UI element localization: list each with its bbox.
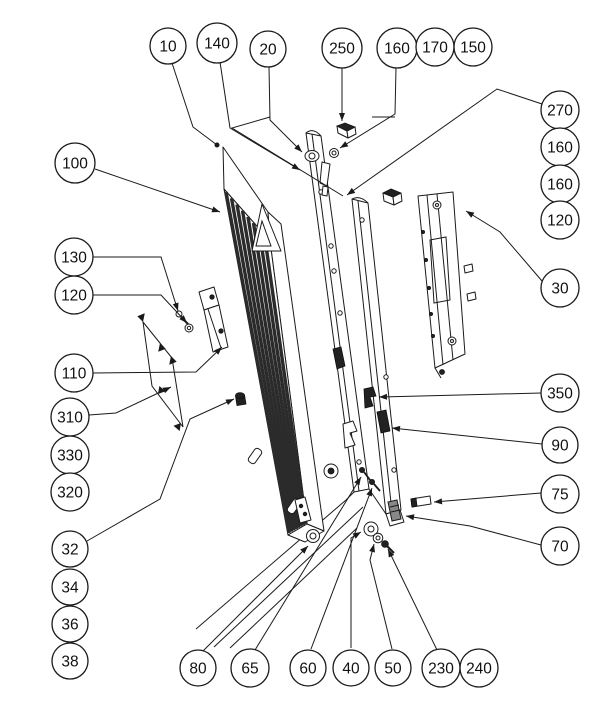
- callout-320: [51, 473, 89, 511]
- leader-arrowhead-c30: [466, 211, 474, 218]
- leader-line-c140: [220, 62, 300, 170]
- leader-line-c32: [87, 399, 234, 541]
- callout-30: [541, 269, 579, 307]
- leader-line-c50: [370, 544, 392, 649]
- callout-number-32: 32: [61, 541, 79, 559]
- callout-number-130: 130: [61, 249, 87, 267]
- callout-36: [52, 606, 88, 642]
- callout-number-350: 350: [547, 385, 573, 403]
- callout-130: [55, 238, 93, 276]
- end-cap-270: [383, 189, 402, 205]
- harness-routing: [137, 311, 184, 433]
- callout-number-270: 270: [547, 102, 573, 120]
- callout-number-60: 60: [299, 660, 317, 678]
- radiator-core: [223, 147, 324, 543]
- rail-clamp: [305, 151, 319, 162]
- leader-line-c70: [406, 516, 541, 545]
- leader-arrowhead-c75: [434, 498, 442, 504]
- callout-350: [541, 374, 579, 412]
- callout-75: [541, 475, 579, 513]
- callout-140: [197, 23, 237, 63]
- callout-270: [541, 91, 579, 129]
- callout-number-40: 40: [342, 660, 360, 678]
- leader-line-c230: [388, 549, 437, 650]
- callout-number-160: 160: [384, 40, 410, 58]
- callout-330: [51, 436, 89, 474]
- callout-number-150: 150: [460, 39, 486, 57]
- radiator-port: [307, 530, 320, 543]
- callout-250: [322, 28, 362, 68]
- leader-arrowhead-c250: [339, 113, 345, 121]
- leader-arrowhead-c70: [406, 514, 414, 520]
- callout-number-90: 90: [551, 437, 569, 455]
- callout-40: [333, 650, 369, 686]
- callout-number-310: 310: [57, 409, 83, 427]
- callout-number-160: 160: [547, 176, 573, 194]
- leader-line-c40: [351, 532, 361, 648]
- callout-number-30: 30: [551, 280, 569, 298]
- callout-number-80: 80: [189, 660, 207, 678]
- callout-number-110: 110: [61, 365, 87, 383]
- callout-balloons: [51, 23, 579, 687]
- callout-160: [541, 165, 579, 203]
- callout-160: [541, 128, 579, 166]
- callout-number-240: 240: [466, 660, 492, 678]
- callout-number-38: 38: [61, 653, 79, 671]
- callout-number-34: 34: [61, 579, 79, 597]
- callout-34: [52, 569, 88, 605]
- callout-240: [460, 649, 498, 687]
- callout-number-120: 120: [547, 212, 573, 230]
- screw-b: [369, 479, 374, 484]
- callout-number-170: 170: [422, 39, 448, 57]
- callout-20: [250, 31, 286, 67]
- leader-arrowhead-c270: [347, 188, 355, 195]
- leader-arrowhead-c90: [392, 426, 400, 432]
- callout-number-65: 65: [241, 660, 259, 678]
- callout-160: [377, 28, 417, 68]
- leader-arrowhead-c140: [292, 163, 300, 170]
- leader-arrowhead-c50: [369, 544, 375, 552]
- callout-60: [290, 650, 326, 686]
- callout-10: [150, 28, 186, 64]
- callout-number-75: 75: [551, 486, 569, 504]
- leader-line-c350: [379, 393, 541, 397]
- callout-number-330: 330: [57, 447, 83, 465]
- mounting-bracket: [199, 287, 228, 352]
- callout-number-10: 10: [159, 38, 177, 56]
- callout-120: [55, 276, 93, 314]
- leader-arrowhead-c32: [225, 399, 234, 405]
- callout-100: [55, 143, 95, 183]
- callout-number-36: 36: [61, 616, 79, 634]
- callout-150: [454, 28, 492, 66]
- leader-arrowhead-c40: [353, 532, 361, 539]
- callout-70: [541, 527, 579, 565]
- callout-number-20: 20: [259, 41, 277, 59]
- leader-line-c110: [93, 347, 222, 373]
- end-cap-250: [337, 123, 356, 138]
- clamp-washer: [330, 149, 339, 158]
- cap-nut: [236, 393, 247, 406]
- callout-number-50: 50: [384, 660, 402, 678]
- leader-line-c130: [93, 257, 178, 311]
- leader-line-c100: [95, 169, 220, 212]
- callout-38: [52, 643, 88, 679]
- callout-230: [422, 649, 460, 687]
- leader-dot-c10: [215, 143, 220, 148]
- callout-110: [55, 354, 93, 392]
- callout-number-140: 140: [204, 35, 230, 53]
- callout-number-250: 250: [329, 40, 355, 58]
- screw-a: [359, 467, 364, 472]
- callout-number-230: 230: [428, 660, 454, 678]
- callout-120: [541, 201, 579, 239]
- callout-32: [52, 531, 88, 567]
- callout-number-320: 320: [57, 484, 83, 502]
- callout-number-120: 120: [61, 287, 87, 305]
- leader-line-c90: [392, 428, 542, 444]
- callout-310: [51, 398, 89, 436]
- leader-line-c20: [269, 67, 302, 152]
- leader-line-c80: [203, 546, 308, 651]
- leader-line-c10: [172, 63, 217, 145]
- callout-number-100: 100: [62, 155, 88, 173]
- leader-arrowhead-c160t: [340, 141, 348, 148]
- leader-arrowhead-c100: [211, 207, 220, 213]
- callout-170: [416, 28, 454, 66]
- leader-line-c30: [466, 211, 542, 281]
- leader-line-c75: [434, 493, 541, 502]
- callout-number-70: 70: [551, 538, 569, 556]
- callout-80: [180, 650, 216, 686]
- callout-number-160: 160: [547, 139, 573, 157]
- callout-90: [542, 427, 578, 463]
- side-panel-assembly: [418, 192, 476, 378]
- leader-arrowhead-c130: [173, 302, 179, 311]
- washer-small: [373, 533, 383, 543]
- assembly-drawing: [137, 123, 476, 648]
- leader-line-c270: [347, 89, 542, 195]
- callout-50: [375, 650, 411, 686]
- callout-65: [231, 649, 269, 687]
- leader-arrowhead-c310: [162, 387, 171, 393]
